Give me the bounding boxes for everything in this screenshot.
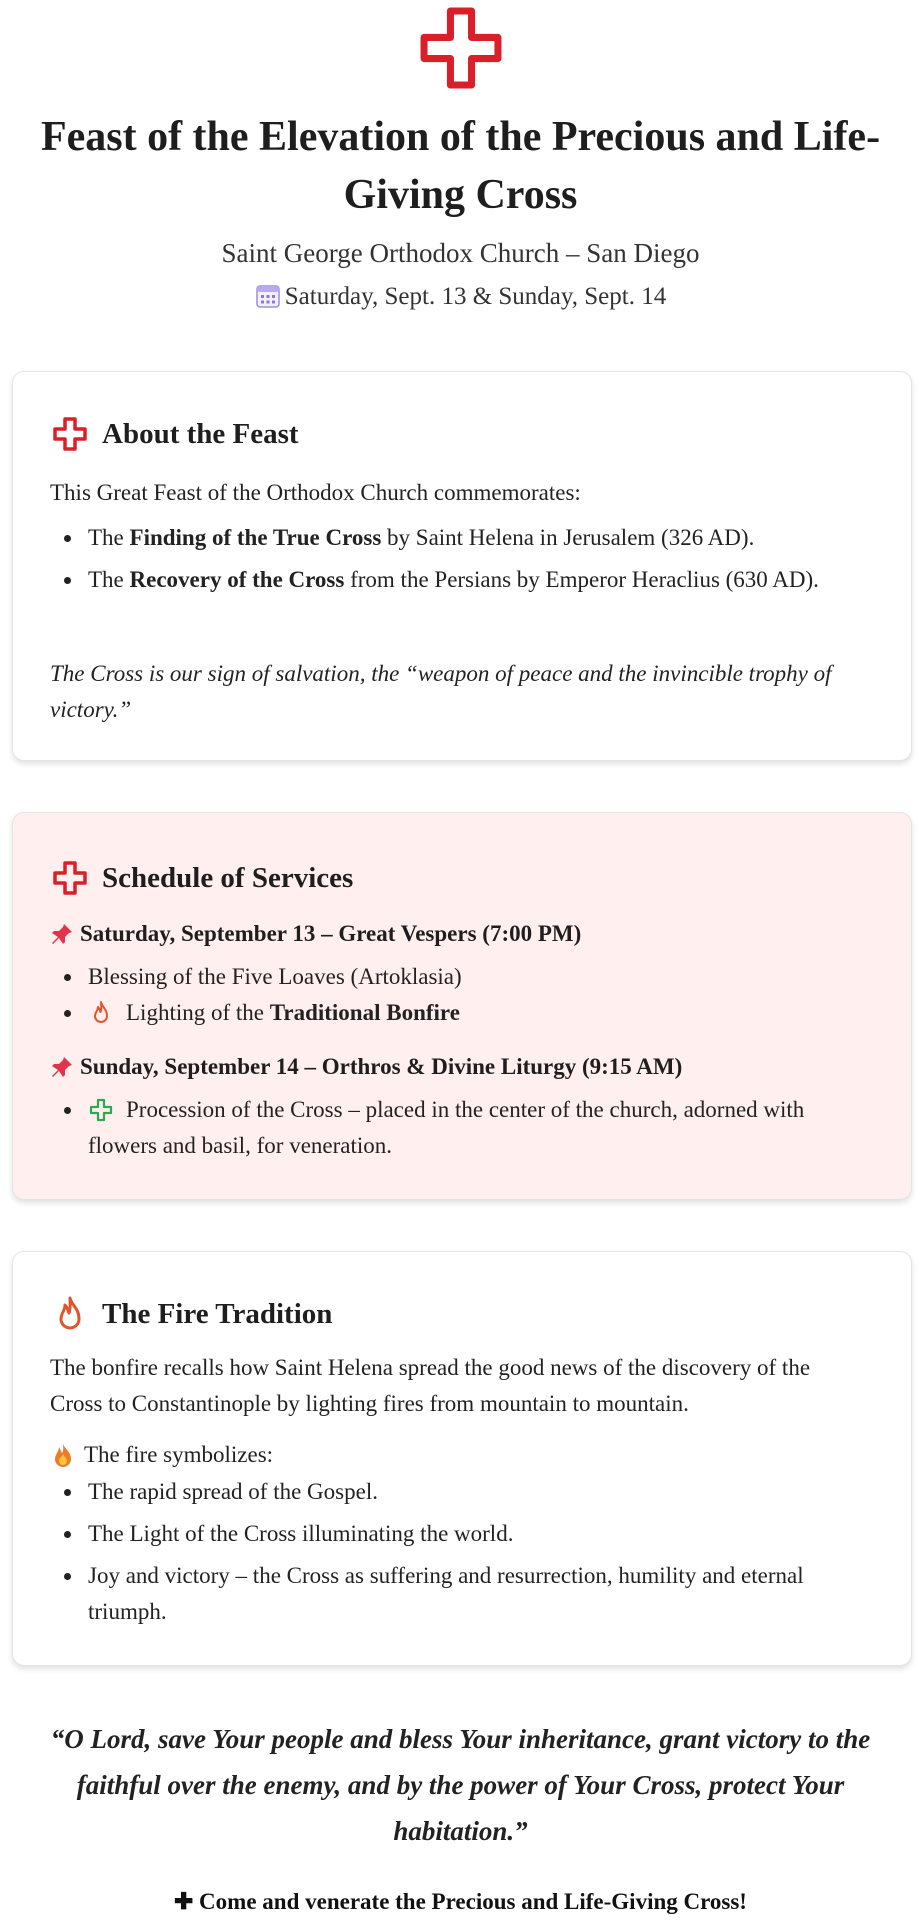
green-cross-icon [88, 1097, 114, 1123]
about-intro: This Great Feast of the Orthodox Church commemorates: [50, 480, 581, 505]
sunday-list [50, 1092, 871, 1170]
closing-invitation: ✚ Come and venerate the Precious and Life-Giving Cross! [174, 1889, 747, 1914]
list-item: Procession of the Cross – placed in the center of the church, adorned with flowers and basil, for veneration. [50, 1092, 871, 1164]
fire-icon [50, 1294, 90, 1334]
cross-outline-icon [50, 414, 90, 454]
list-item: The Recovery of the Cross from the Persians by Emperor Heraclius (630 AD). [50, 562, 871, 598]
schedule-heading-text: Schedule of Services [102, 861, 354, 894]
event-date-text: Saturday, Sept. 13 & Sunday, Sept. 14 [284, 283, 667, 310]
prayer-quote: “O Lord, save Your people and bless Your inheritance, grant victory to the faithful over the enemy, and by the power of Your Cross, protect Your habitation.” [50, 1724, 871, 1846]
fire-symbolizes: The fire symbolizes: [50, 1437, 881, 1473]
saturday-list [50, 959, 871, 1037]
about-card [12, 371, 912, 761]
sunday-heading [50, 1054, 682, 1080]
fire-icon [88, 1000, 114, 1026]
list-item: Lighting of the Traditional Bonfire [50, 995, 871, 1031]
about-list [50, 520, 871, 604]
list-item: The Finding of the True Cross by Saint Helena in Jerusalem (326 AD). [50, 520, 871, 556]
cross-outline-icon [50, 858, 90, 898]
cross-icon [0, 4, 921, 97]
saturday-heading-text: Saturday, September 13 – Great Vespers (7:00 PM) [80, 921, 582, 946]
about-heading [50, 414, 299, 454]
list-item: The rapid spread of the Gospel. [50, 1474, 871, 1510]
list-item: Joy and victory – the Cross as suffering and resurrection, humility and eternal triumph. [50, 1558, 871, 1630]
schedule-heading [50, 858, 353, 898]
about-heading-text: About the Feast [102, 417, 299, 450]
flame-icon [50, 1442, 76, 1468]
page-title: Feast of the Elevation of the Precious and Life-Giving Cross [40, 114, 881, 218]
pushpin-icon [50, 1055, 74, 1079]
fire-heading [50, 1294, 332, 1334]
list-item: The Light of the Cross illuminating the world. [50, 1516, 871, 1552]
pushpin-icon [50, 922, 74, 946]
event-date [0, 283, 921, 316]
saturday-heading [50, 921, 581, 947]
fire-list [50, 1474, 871, 1636]
church-name: Saint George Orthodox Church – San Diego [221, 238, 700, 268]
fire-intro: The bonfire recalls how Saint Helena spread the good news of the discovery of the Cross to Constantinople by lighting fires from mountain to mountain. [50, 1355, 811, 1416]
fire-heading-text: The Fire Tradition [102, 1297, 333, 1330]
sunday-heading-text: Sunday, September 14 – Orthros & Divine Liturgy (9:15 AM) [80, 1054, 683, 1079]
about-quote: The Cross is our sign of salvation, the “weapon of peace and the invincible trophy of victory.” [50, 661, 832, 722]
calendar-icon [255, 283, 281, 316]
list-item: Blessing of the Five Loaves (Artoklasia) [50, 959, 871, 995]
fire-tradition-card [12, 1251, 912, 1666]
schedule-card [12, 812, 912, 1200]
